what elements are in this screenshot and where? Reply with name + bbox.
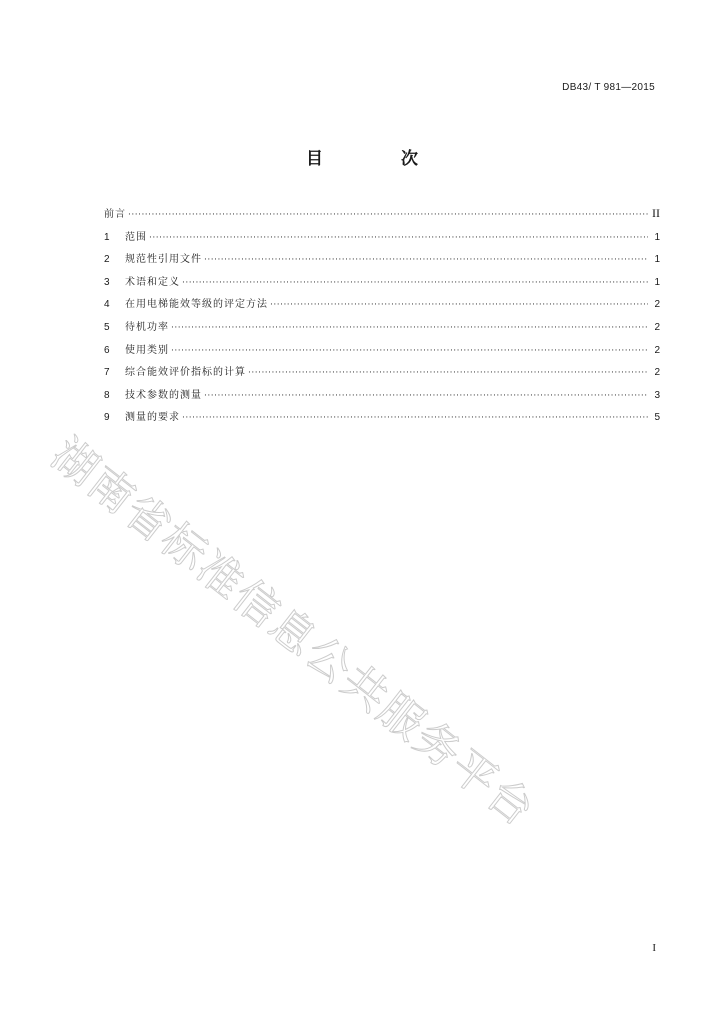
toc-entry-label: 技术参数的测量 (125, 389, 202, 401)
toc-dot-leader (204, 255, 648, 265)
toc-entry-label: 规范性引用文件 (125, 254, 202, 266)
toc-entry-page: 2 (654, 367, 660, 379)
toc-entry-label: 前言 (104, 209, 126, 220)
table-of-contents (104, 205, 660, 431)
toc-entry-number: 7 (104, 367, 110, 379)
toc-entry-label: 在用电梯能效等级的评定方法 (125, 299, 268, 311)
toc-entry-number: 8 (104, 389, 110, 401)
toc-entry-number: 3 (104, 276, 110, 288)
toc-entry-foreword[interactable] (104, 205, 660, 228)
toc-entry-9[interactable] (104, 408, 660, 431)
toc-entry-page: 1 (654, 254, 660, 266)
toc-title: 目 次 (306, 149, 454, 169)
toc-dot-leader (149, 233, 648, 243)
toc-dot-leader (171, 323, 648, 333)
toc-entry-number: 9 (104, 412, 110, 424)
toc-entry-4[interactable] (104, 295, 660, 318)
toc-entry-6[interactable] (104, 341, 660, 364)
toc-entry-1[interactable] (104, 228, 660, 251)
page-number: I (652, 942, 656, 954)
toc-entry-label: 测量的要求 (125, 412, 180, 424)
toc-entry-page: 5 (654, 412, 660, 424)
toc-dot-leader (204, 391, 648, 401)
toc-entry-page: 2 (654, 321, 660, 333)
toc-dot-leader (171, 346, 648, 356)
toc-entry-page: 2 (654, 299, 660, 311)
toc-entry-3[interactable] (104, 273, 660, 296)
toc-dot-leader (182, 413, 648, 423)
toc-dot-leader (248, 368, 648, 378)
document-code: DB43/ T 981—2015 (562, 82, 655, 93)
toc-entry-7[interactable] (104, 363, 660, 386)
toc-entry-label: 待机功率 (125, 321, 169, 333)
toc-dot-leader (270, 300, 648, 310)
toc-entry-number: 4 (104, 299, 110, 311)
toc-entry-number: 5 (104, 321, 110, 333)
toc-entry-page: 1 (654, 276, 660, 288)
toc-entry-5[interactable] (104, 318, 660, 341)
toc-entry-number: 6 (104, 344, 110, 356)
toc-entry-label: 综合能效评价指标的计算 (125, 367, 246, 379)
toc-entry-page: 2 (654, 344, 660, 356)
toc-entry-label: 术语和定义 (125, 276, 180, 288)
toc-entry-label: 使用类别 (125, 344, 169, 356)
watermark-text: 湖南省标准信息公共服务平台 (41, 428, 545, 838)
toc-entry-number: 2 (104, 254, 110, 266)
toc-dot-leader (182, 278, 648, 288)
toc-entry-page: 1 (654, 231, 660, 243)
toc-entry-page: II (652, 206, 660, 220)
toc-entry-2[interactable] (104, 250, 660, 273)
toc-entry-page: 3 (654, 389, 660, 401)
toc-entry-8[interactable] (104, 386, 660, 409)
toc-entry-number: 1 (104, 231, 110, 243)
toc-entry-label: 范围 (125, 231, 147, 243)
toc-dot-leader (128, 210, 648, 220)
